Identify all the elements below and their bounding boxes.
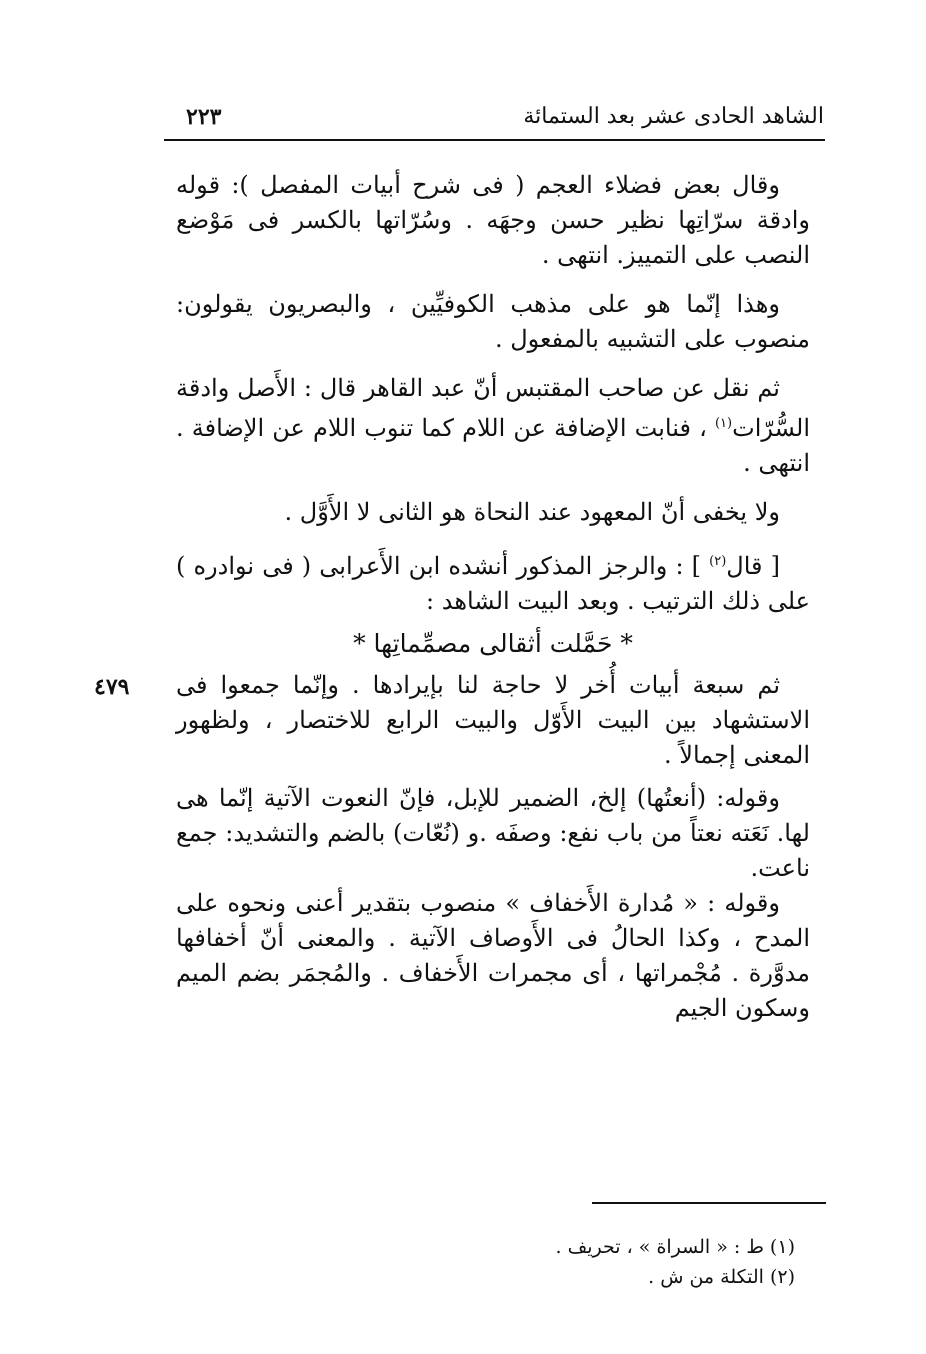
- page-number: ٢٢٣: [186, 104, 222, 130]
- verse-line: * حَمَّلت أثقالى مصمِّماتِها *: [353, 629, 633, 658]
- page-header: [164, 104, 824, 130]
- margin-number: ٤٧٩: [94, 674, 130, 700]
- paragraph-text: ولا يخفى أنّ المعهود عند النحاة هو الثانى لا الأَوَّل .: [284, 498, 780, 526]
- paragraph: [176, 544, 810, 619]
- footnotes: [430, 1232, 795, 1292]
- paragraph: [176, 668, 810, 773]
- paragraph-text: وقوله : « مُدارة الأَخفاف » منصوب بتقدير أعنى ونحوه على المدح ، وكذا الحالُ فى الأَوصاف الآتية . والمعنى أنّ أخفافها مدوَّرة . مُجْمراتها ، أى مجمرات الأَخفاف . والمُجمَر بضم الميم وسكون الجيم: [176, 889, 810, 1022]
- paragraph-text: ثم سبعة أبيات أُخر لا حاجة لنا بإيرادها . وإنّما جمعوا فى الاستشهاد بين البيت الأَوّل والبيت الرابع للاختصار ، ولظهور المعنى إجمالاً .: [176, 671, 810, 769]
- footnote-ref: (١): [714, 416, 733, 431]
- paragraph-text: ] : والرجز المذكور أنشده ابن الأَعرابى ( فى نوادره ) على ذلك الترتيب . وبعد البيت الشاهد :: [176, 552, 810, 615]
- paragraph: [176, 168, 810, 273]
- paragraph-text: ، فنابت الإضافة عن اللام كما تنوب اللام عن الإضافة . انتهى .: [176, 414, 810, 477]
- footnote: (١) ط : « السراة » ، تحريف .: [555, 1236, 795, 1258]
- paragraph-text: [ قال: [726, 552, 781, 580]
- footnote-rule: [592, 1202, 826, 1204]
- running-head: الشاهد الحادى عشر بعد الستمائة: [523, 104, 824, 129]
- paragraph-text: وهذا إنّما هو على مذهب الكوفيِّين ، والبصريون يقولون: منصوب على التشبيه بالمفعول .: [176, 290, 810, 353]
- paragraph-text: وقال بعض فضلاء العجم ( فى شرح أبيات المفصل ): قوله وادقة سرّاتِها نظير حسن وجهَه . وسُرّاتها بالكسر فى مَوْضع النصب على التمييز. انتهى .: [176, 171, 810, 269]
- footnote: (٢) التكلة من ش .: [648, 1266, 795, 1288]
- paragraph: [176, 371, 810, 481]
- header-rule: [164, 139, 825, 141]
- footnote-ref: (٢): [709, 554, 727, 569]
- paragraph: [176, 495, 810, 530]
- paragraph: [176, 287, 810, 357]
- paragraph-text: ثم نقل عن صاحب المقتبس أنّ عبد القاهر قال : الأَصل وادقة السُّرّات: [176, 374, 810, 442]
- paragraph-text: وقوله: (أنعتُها) إلخ، الضمير للإبل، فإنّ النعوت الآتية إنّما هى لها. نَعَته نعتاً من باب نفع: وصفَه .و (نُعّات) بالضم والتشديد: جمع ناعت.: [176, 784, 810, 882]
- body-text: [176, 168, 810, 1026]
- paragraph: [176, 781, 810, 886]
- paragraph: [176, 886, 810, 1026]
